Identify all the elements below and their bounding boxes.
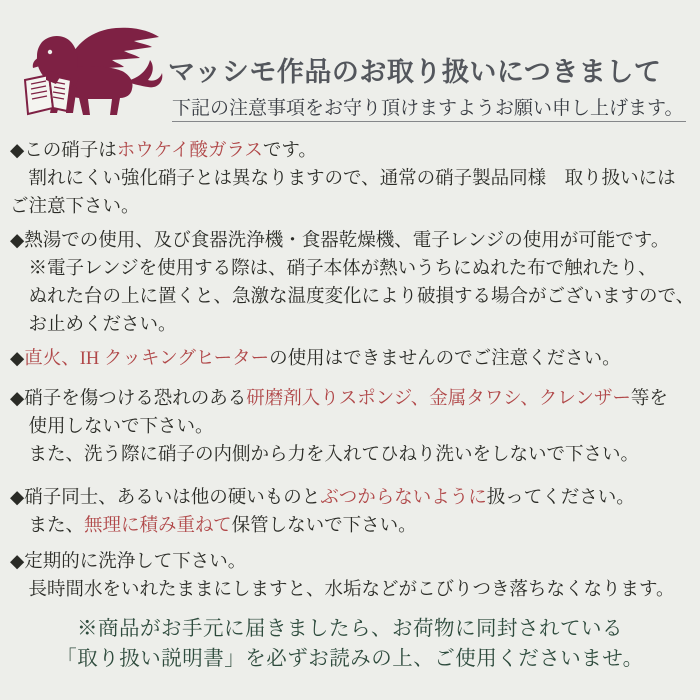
notice-line (10, 193, 694, 221)
notice-section-2 (10, 227, 694, 339)
notice-section-4 (10, 385, 694, 469)
notice-text: 定期的に洗浄して下さい。 (24, 552, 247, 572)
notice-text: ※電子レンジを使用する際は、硝子本体が熱いうちにぬれた布で触れたり、 (28, 259, 657, 279)
notice-line (10, 548, 694, 576)
notice-line (10, 385, 694, 413)
diamond-bullet-icon: ◆ (10, 349, 25, 369)
notice-line (10, 484, 694, 512)
footer-note (0, 614, 700, 674)
notice-line (10, 137, 694, 165)
footer-line: 「取り扱い説明書」を必ずお読みの上、ご使用くださいませ。 (56, 648, 644, 670)
page-title: マッシモ作品のお取り扱いにつきまして (168, 57, 662, 87)
footer-line: ※商品がお手元に届きましたら、お荷物に同封されている (77, 618, 623, 640)
warning-highlight-text: ぶつからないように (320, 488, 487, 508)
notice-text: お止めください。 (28, 315, 177, 335)
notice-line (10, 165, 694, 193)
notice-line (10, 441, 694, 469)
notice-text: ぬれた台の上に置くと、急激な温度変化により破損する場合がございますので、 (28, 287, 695, 307)
warning-highlight-text: 直火、IH クッキングヒーター (24, 349, 270, 369)
diamond-bullet-icon: ◆ (10, 231, 25, 251)
notice-line (10, 512, 694, 540)
notice-list (10, 137, 694, 610)
winged-lion-icon (16, 20, 166, 126)
notice-line (10, 345, 694, 373)
warning-highlight-text: 研磨剤入りスポンジ、金属タワシ、クレンザー (246, 389, 631, 409)
notice-line (10, 576, 694, 604)
notice-text: 硝子を傷つける恐れのある (24, 389, 247, 409)
diamond-bullet-icon: ◆ (10, 488, 25, 508)
notice-line (10, 227, 694, 255)
notice-text: 使用しないで下さい。 (28, 417, 214, 437)
page-subtitle: 下記の注意事項をお守り頂けますようお願い申し上げます。 (172, 98, 684, 119)
notice-line (10, 413, 694, 441)
notice-section-3 (10, 345, 694, 373)
header-divider (172, 121, 686, 122)
notice-section-6 (10, 548, 694, 604)
notice-text: この硝子は (24, 141, 117, 161)
notice-text: また、 (28, 516, 85, 536)
notice-line (10, 283, 694, 311)
notice-section-1 (10, 137, 694, 221)
warning-highlight-text: 無理に積み重ねて (84, 516, 232, 536)
notice-text: また、洗う際に硝子の内側から力を入れてひねり洗いをしないで下さい。 (28, 445, 640, 465)
notice-text: です。 (262, 141, 317, 161)
warning-highlight-text: ホウケイ酸ガラス (116, 141, 263, 161)
notice-text: 等を (630, 389, 668, 409)
diamond-bullet-icon: ◆ (10, 552, 25, 572)
notice-text: 熱湯での使用、及び食器洗浄機・食器乾燥機、電子レンジの使用が可能です。 (24, 231, 670, 251)
notice-text: の使用はできませんのでご注意ください。 (269, 349, 621, 369)
notice-line (10, 311, 694, 339)
winged-lion-logo (16, 20, 166, 126)
notice-text: 割れにくい強化硝子とは異なりますので、通常の硝子製品同様 取り扱いには (28, 169, 676, 189)
notice-line (10, 255, 694, 283)
notice-text: 硝子同士、あるいは他の硬いものと (24, 488, 321, 508)
notice-text: 保管しないで下さい。 (231, 516, 417, 536)
diamond-bullet-icon: ◆ (10, 141, 25, 161)
notice-section-5 (10, 484, 694, 540)
diamond-bullet-icon: ◆ (10, 389, 25, 409)
notice-text: 長時間水をいれたままにしますと、水垢などがこびりつき落ちなくなります。 (28, 580, 675, 600)
notice-text: ご注意下さい。 (10, 197, 140, 217)
notice-text: 扱ってください。 (486, 488, 635, 508)
